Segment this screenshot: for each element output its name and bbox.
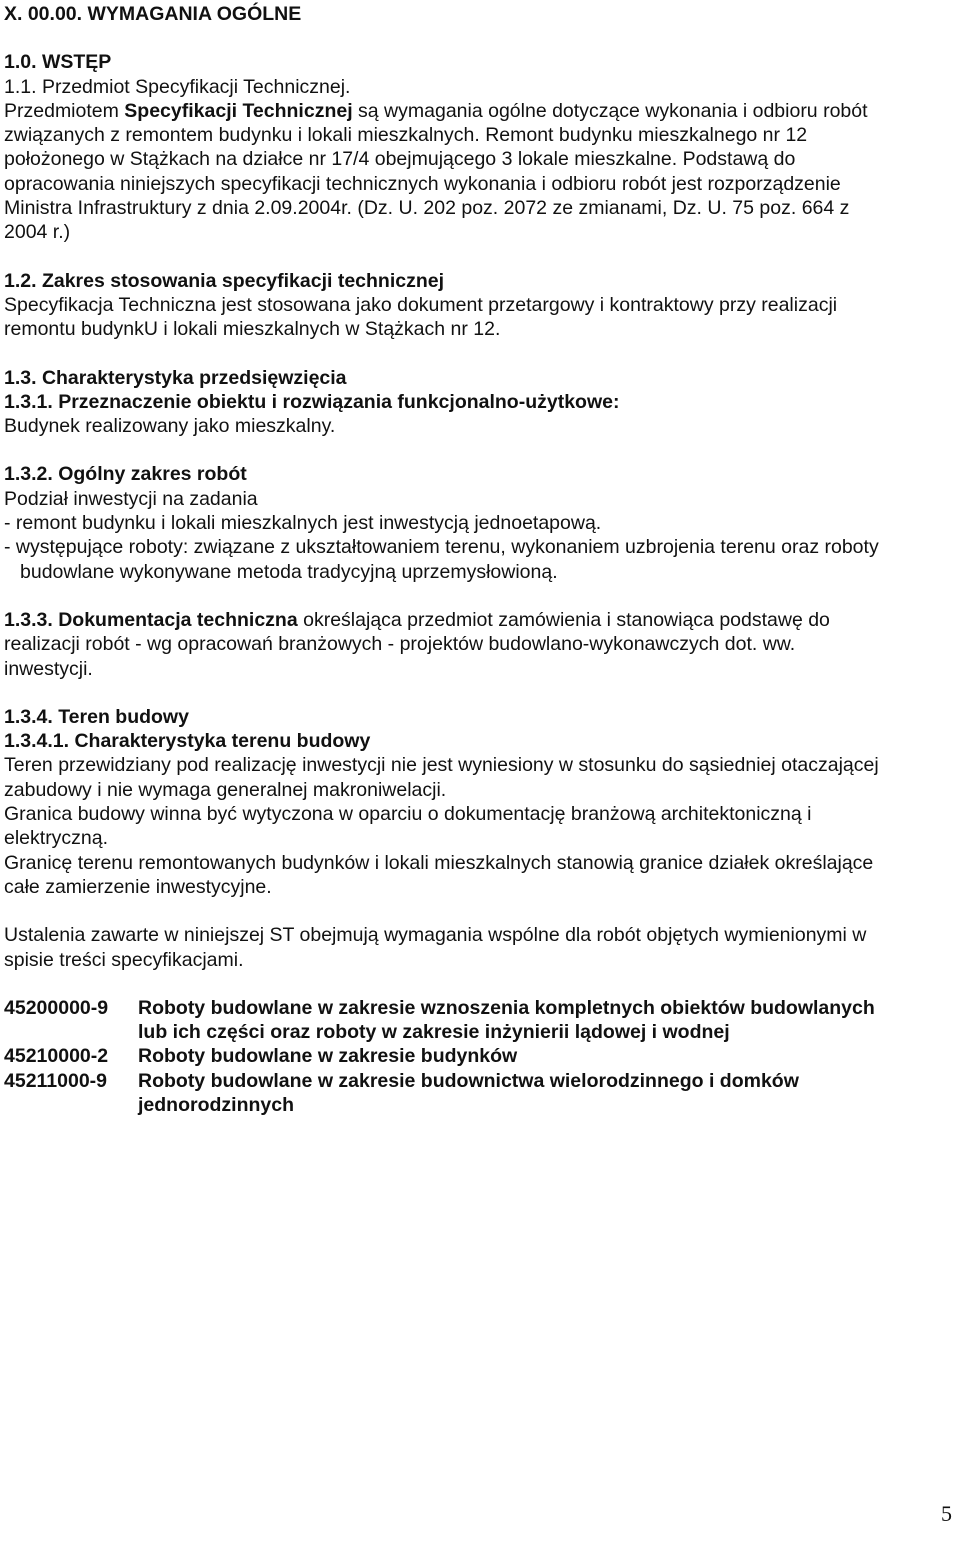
- section-1-3-4-heading: 1.3.4. Teren budowy: [4, 705, 189, 728]
- section-1-1-line-1: [4, 99, 954, 123]
- section-1-3-3-line-1: [4, 608, 954, 632]
- section-1-3-2-line-4: budowlane wykonywane metoda tradycyjną uprzemysłowioną.: [20, 560, 558, 583]
- section-1-1-line-3: położonego w Stążkach na działce nr 17/4 obejmującego 3 lokale mieszkalne. Podstawą do: [4, 148, 796, 171]
- section-1-3-1-heading: 1.3.1. Przeznaczenie obiektu i rozwiązania funkcjonalno-użytkowe:: [4, 390, 620, 413]
- section-1-3-4-1-line-5: Granicę terenu remontowanych budynków i lokali mieszkalnych stanowią granice działek określające: [4, 851, 874, 874]
- section-1-3-3-line-2: realizacji robót - wg opracowań branżowych - projektów budowlano-wykonawczych dot. ww.: [4, 633, 796, 656]
- section-1-3-4-1-line-6: całe zamierzenie inwestycyjne.: [4, 875, 272, 898]
- section-1-3-4-1-line-3: Granica budowy winna być wytyczona w oparciu o dokumentację branżową architektoniczną i: [4, 803, 812, 826]
- section-1-1-line-4: opracowania niniejszych specyfikacji technicznych wykonania i odbioru robót jest rozporządzenie: [4, 172, 841, 195]
- cpv-description: [138, 1069, 799, 1118]
- text-run-bold: 1.3.3. Dokumentacja techniczna: [4, 608, 298, 631]
- section-1-2-heading: 1.2. Zakres stosowania specyfikacji technicznej: [4, 269, 445, 292]
- section-1-3-2-line-3: - występujące roboty: związane z ukształtowaniem terenu, wykonaniem uzbrojenia terenu oraz roboty: [4, 536, 879, 559]
- cpv-code: 45200000-9: [4, 996, 109, 1019]
- text-run: określająca przedmiot zamówienia i stanowiąca podstawę do: [297, 608, 830, 631]
- section-1-0-heading: 1.0. WSTĘP: [4, 51, 112, 74]
- cpv-code-row: [4, 996, 954, 1045]
- section-1-1-line-6: 2004 r.): [4, 221, 71, 244]
- section-1-1-heading: 1.1. Przedmiot Specyfikacji Technicznej.: [4, 75, 351, 98]
- section-1-3-2-heading: 1.3.2. Ogólny zakres robót: [4, 463, 247, 486]
- section-1-3-2-line-2: - remont budynku i lokali mieszkalnych jest inwestycją jednoetapową.: [4, 512, 602, 535]
- cpv-description-line: jednorodzinnych: [138, 1093, 294, 1116]
- cpv-description-line: Roboty budowlane w zakresie budynków: [138, 1045, 518, 1068]
- document-page: [4, 2, 954, 1117]
- cpv-code: 45210000-2: [4, 1045, 109, 1068]
- section-1-2-line-2: remontu budynkU i lokali mieszkalnych w Stążkach nr 12.: [4, 318, 501, 341]
- cpv-description-line: Roboty budowlane w zakresie wznoszenia kompletnych obiektów budowlanych: [138, 996, 875, 1019]
- section-1-1-line-2: związanych z remontem budynku i lokali mieszkalnych. Remont budynku mieszkalnego nr 12: [4, 124, 808, 147]
- section-1-2-line-1: Specyfikacja Techniczna jest stosowana jako dokument przetargowy i kontraktowy przy realizacji: [4, 293, 838, 316]
- section-1-3-4-1-line-2: zabudowy i nie wymaga generalnej makroniwelacji.: [4, 778, 447, 801]
- text-run: są wymagania ogólne dotyczące wykonania i odbioru robót: [352, 99, 868, 122]
- text-run: Przedmiotem: [4, 99, 125, 122]
- text-run-bold: Specyfikacji Technicznej: [124, 99, 353, 122]
- ustalenia-line-1: Ustalenia zawarte w niniejszej ST obejmują wymagania wspólne dla robót objętych wymienionymi w: [4, 924, 867, 947]
- section-1-3-heading: 1.3. Charakterystyka przedsięwzięcia: [4, 366, 347, 389]
- section-1-3-2-line-1: Podział inwestycji na zadania: [4, 487, 258, 510]
- cpv-code-row: [4, 1044, 954, 1068]
- cpv-code-row: [4, 1069, 954, 1118]
- section-1-3-4-1-line-4: elektryczną.: [4, 827, 109, 850]
- section-1-3-4-1-heading: 1.3.4.1. Charakterystyka terenu budowy: [4, 730, 371, 753]
- cpv-description-line: Roboty budowlane w zakresie budownictwa wielorodzinnego i domków: [138, 1069, 799, 1092]
- ustalenia-line-2: spisie treści specyfikacjami.: [4, 948, 244, 971]
- cpv-description-line: lub ich części oraz roboty w zakresie inżynierii lądowej i wodnej: [138, 1021, 730, 1044]
- section-1-1-line-5: Ministra Infrastruktury z dnia 2.09.2004r. (Dz. U. 202 poz. 2072 ze zmianami, Dz. U. 75 poz. 664 z: [4, 197, 850, 220]
- cpv-description: [138, 996, 875, 1045]
- cpv-code: 45211000-9: [4, 1069, 108, 1092]
- section-1-3-3-line-3: inwestycji.: [4, 657, 93, 680]
- section-1-3-1-line-1: Budynek realizowany jako mieszkalny.: [4, 415, 336, 438]
- section-1-3-4-1-line-1: Teren przewidziany pod realizację inwestycji nie jest wyniesiony w stosunku do sąsiedniej otaczającej: [4, 754, 879, 777]
- cpv-description: [138, 1044, 517, 1068]
- page-number: 5: [941, 1501, 952, 1526]
- main-heading: X. 00.00. WYMAGANIA OGÓLNE: [4, 3, 302, 25]
